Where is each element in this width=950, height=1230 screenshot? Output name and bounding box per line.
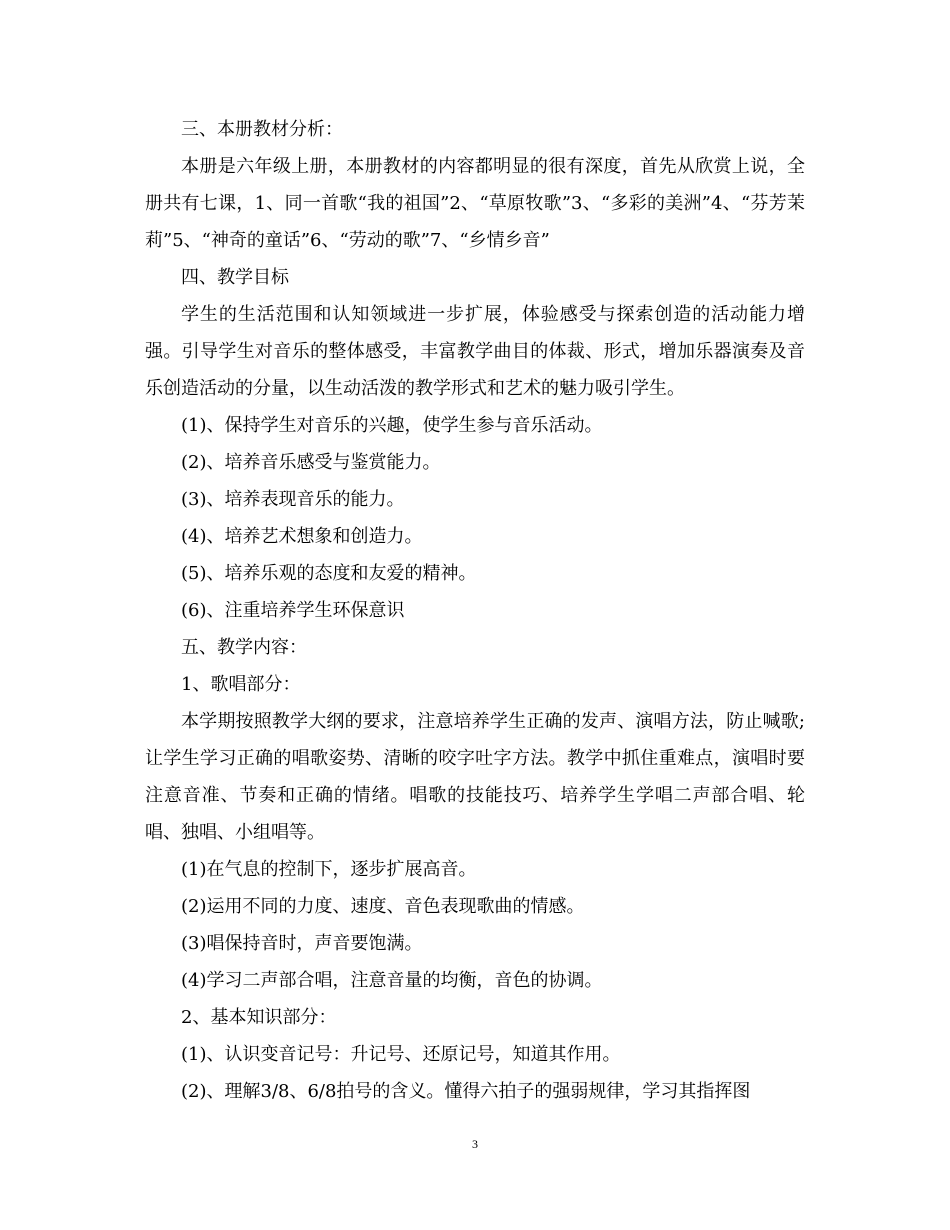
page-number: 3 <box>472 1137 478 1151</box>
goal-item-3: (3)、培养表现音乐的能力。 <box>181 489 405 510</box>
subheading-basic-knowledge: 2、基本知识部分： <box>181 1007 337 1028</box>
section-heading-textbook-analysis: 三、本册教材分析： <box>181 119 343 140</box>
singing-item-1: (1)在气息的控制下，逐步扩展高音。 <box>181 859 477 880</box>
singing-item-4: (4)学习二声部合唱，注意音量的均衡，音色的协调。 <box>181 970 603 991</box>
section-heading-teaching-content: 五、教学内容： <box>181 637 307 658</box>
goal-item-4: (4)、培养艺术想象和创造力。 <box>181 526 423 547</box>
document-body <box>145 111 805 1110</box>
paragraph-teaching-goals: 学生的生活范围和认知领域进一步扩展，体验感受与探索创造的活动能力增强。引导学生对音乐的整体感受，丰富教学曲目的体裁、形式，增加乐器演奏及音乐创造活动的分量，以生动活泼的教学形式和艺术的魅力吸引学生。 <box>145 304 805 399</box>
paragraph-textbook-overview: 本册是六年级上册，本册教材的内容都明显的很有深度，首先从欣赏上说，全册共有七课，1、同一首歌“我的祖国”2、“草原牧歌”3、“多彩的美洲”4、“芬芳茉莉”5、“神奇的童话”6、“劳动的歌”7、“乡情乡音” <box>145 156 805 251</box>
singing-item-3: (3)唱保持音时，声音要饱满。 <box>181 933 423 954</box>
knowledge-item-1: (1)、认识变音记号：升记号、还原记号，知道其作用。 <box>181 1044 621 1065</box>
goal-item-2: (2)、培养音乐感受与鉴赏能力。 <box>181 452 441 473</box>
singing-item-2: (2)运用不同的力度、速度、音色表现歌曲的情感。 <box>181 896 585 917</box>
subheading-singing: 1、歌唱部分： <box>181 674 301 695</box>
section-heading-teaching-goals: 四、教学目标 <box>181 267 289 288</box>
knowledge-item-2: (2)、理解3/8、6/8拍号的含义。懂得六拍子的强弱规律，学习其指挥图 <box>181 1081 751 1102</box>
goal-item-6: (6)、注重培养学生环保意识 <box>181 600 405 621</box>
paragraph-singing: 本学期按照教学大纲的要求，注意培养学生正确的发声、演唱方法，防止喊歌;让学生学习正确的唱歌姿势、清晰的咬字吐字方法。教学中抓住重难点，演唱时要注意音准、节奏和正确的情绪。唱歌的技能技巧、培养学生学唱二声部合唱、轮唱、独唱、小组唱等。 <box>145 711 805 843</box>
goal-item-5: (5)、培养乐观的态度和友爱的精神。 <box>181 563 477 584</box>
goal-item-1: (1)、保持学生对音乐的兴趣，使学生参与音乐活动。 <box>181 415 603 436</box>
